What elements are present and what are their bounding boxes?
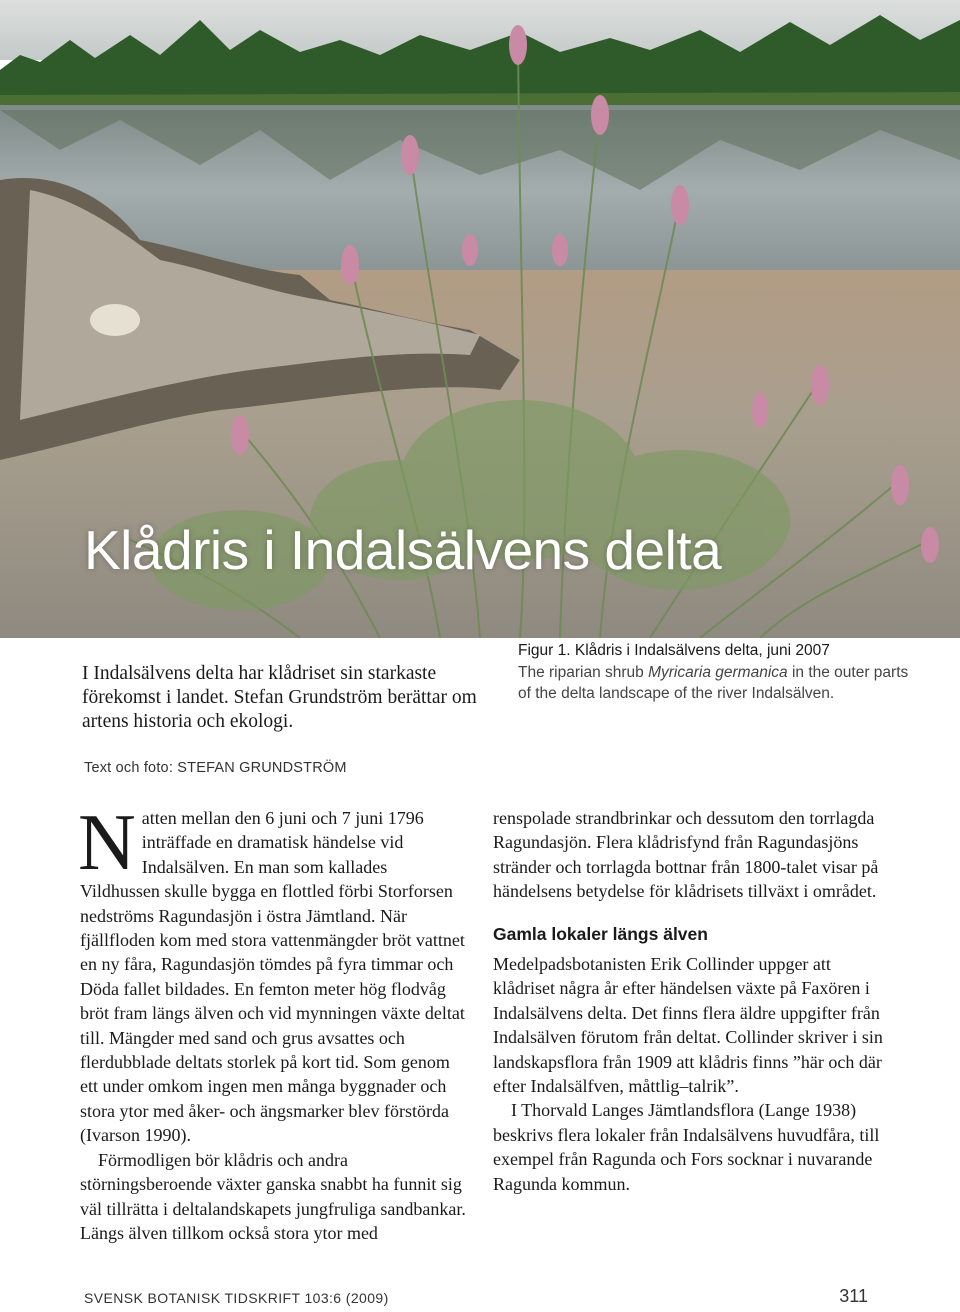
caption-species: Myricaria germanica bbox=[648, 663, 788, 681]
article-lede: I Indalsälvens delta har klådriset sin starkaste förekomst i landet. Stefan Grundström berättar om artens historia och ekologi. bbox=[82, 663, 477, 732]
body-column-right bbox=[493, 806, 885, 1196]
body-column-left bbox=[78, 799, 466, 1245]
figure-label: Figur 1. Klådris i Indalsälvens delta, juni 2007 bbox=[518, 642, 830, 659]
paragraph-2: Förmodligen bör klådris och andra störningsberoende växter ganska snabbt ha funnit sig väl tillrätta i deltalandskapets jungfruliga sandbankar. Längs älven tillkom också stora ytor med bbox=[80, 1149, 466, 1243]
cover-photo bbox=[0, 0, 960, 638]
paragraph-1-text: atten mellan den 6 juni och 7 juni 1796 inträffade en dramatisk händelse vid Indalsälven. En man som kallades Vildhussen skulle bygga en flottled förbi Storforsen nedströms Ragundasjön i östra Jämtland. När fjällfloden kom med stora vattenmängder bröt vattnet en ny fåra, Ragundasjön tömdes på fyra timmar och Döda fallet bildades. En femton meter hög flodvåg bröt fram längs älven och vid mynningen växte deltat till. Mängder med sand och grus avsattes och flerdubblade deltats storlek på kort tid. Som genom ett under omkom ingen men många byggnader och stora ytor med åker- och ängsmarker blev förstörda (Ivarson 1990). bbox=[80, 808, 465, 1146]
paragraph-3: renspolade strandbrinkar och dessutom den torrlagda Ragundasjön. Flera klådrisfynd från Ragundasjöns stränder och torrlagda bottnar från 1800-talet visar på händelsens betydelse för klådrisets tillväxt i området. bbox=[493, 808, 879, 902]
paragraph-1 bbox=[78, 799, 466, 1148]
figure-caption-text bbox=[518, 662, 918, 705]
page-number: 311 bbox=[839, 1286, 868, 1306]
caption-text-end: in the outer parts of the delta landscape of the river Indalsälven. bbox=[518, 663, 909, 702]
caption-text-start: The riparian shrub bbox=[518, 663, 649, 681]
paragraph-5: I Thorvald Langes Jämtlandsflora (Lange 1938) beskrivs flera lokaler från Indalsälvens huvudfåra, till exempel från Ragunda och Fors socknar i nuvarande Ragunda kommun. bbox=[493, 1100, 880, 1194]
journal-footer: SVENSK BOTANISK TIDSKRIFT 103:6 (2009) bbox=[84, 1290, 389, 1306]
byline: Text och foto: STEFAN GRUNDSTRÖM bbox=[84, 760, 347, 776]
article-title: Klådris i Indalsälvens delta bbox=[84, 519, 722, 581]
figure-caption bbox=[518, 640, 918, 705]
drop-cap: N bbox=[78, 799, 136, 887]
section-heading: Gamla lokaler längs älven bbox=[493, 923, 708, 944]
paragraph-4: Medelpadsbotanisten Erik Collinder uppger att klådriset några år efter händelsen växte på Faxören i Indalsälvens delta. Det finns flera äldre uppgifter från Indalsälven förutom från deltat. Collinder skriver i sin landskapsflora från 1909 att klådris finns ”här och där efter Indalsälfven, måttlig–talrik”. bbox=[493, 954, 883, 1097]
